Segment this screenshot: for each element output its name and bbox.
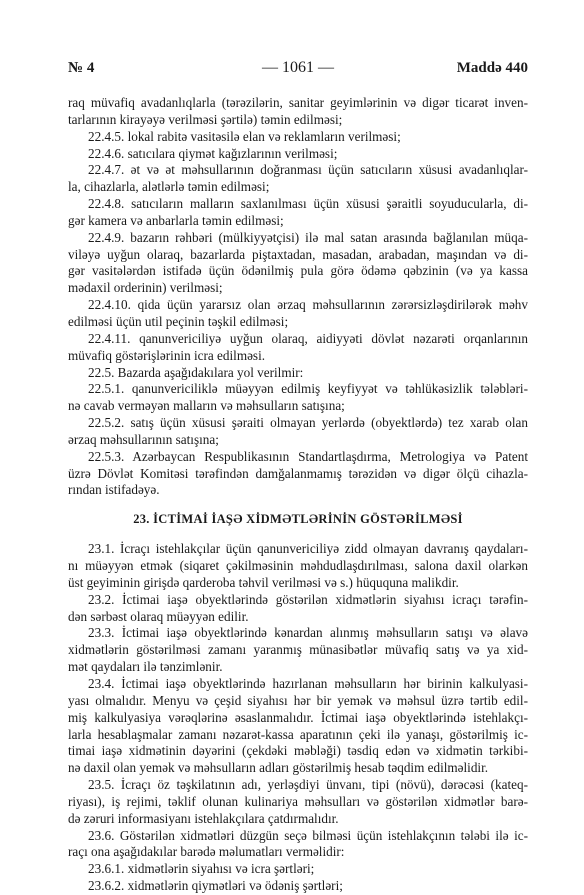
text-line: 22.4.6. satıcılara qiymət kağızlarının verilməsi; [88,145,338,161]
text-line: nı müəyyən etmək (siqaret çəkilməsinin məhdudlaşdırılması, salona daxil olarkən [68,558,528,574]
document-body [68,95,528,895]
page-header [68,58,528,78]
section-heading: 23. İCTİMAİ İAŞƏ XİDMƏTLƏRİNİN GÖSTƏRİLMƏSİ [133,512,463,527]
text-line: viləyə uyğun olaraq, bazarlarda piştaxtadan, masadan, arabadan, maşından və di- [68,246,528,262]
text-line: nə cavab verməyən malların və məhsulların satışına; [68,398,345,414]
text-line: nə daxil olan yemək və məhsulların adları göstərilmiş hesab təqdim edilməlidir. [68,760,489,776]
text-line: larla hesablaşmalar zamanı nəzarət-kassa aparatının çeki ilə yanaşı, göstərilmiş ic- [68,726,528,742]
text-line: 23.6. Göstərilən xidmətləri düzgün seçə bilməsi üçün istehlakçının tələbi ilə ic- [88,827,528,843]
document-page [68,58,528,895]
text-line: 22.4.5. lokal rabitə vasitəsilə elan və reklamların verilməsi; [88,128,401,144]
text-line: 22.5. Bazarda aşağıdakılara yol verilmir: [88,364,304,380]
section-23 [68,541,528,895]
text-line: timai iaşə xidmətinin dəyərini (çekdəki məbləği) təsdiq edən və xidmətin tərkibi- [68,743,528,759]
text-line: 23.5. İcraçı öz təşkilatının adı, yerləşdiyi ünvanı, tipi (növü), dərəcəsi (kateq- [88,777,528,793]
page-number: — 1061 — [262,59,334,76]
text-line: 23.3. İctimai iaşə obyektlərində kənardan alınmış məhsulların satışı və əlavə [88,625,528,641]
text-line: rından istifadəyə. [68,482,160,498]
text-line: xidmətlərin göstərilməsi zamanı yaranmış münasibətlər müvafiq satış və ya xid- [68,642,528,658]
text-line: mət qaydaları ilə tənzimlənir. [68,659,223,675]
text-line: 22.4.10. qida üçün yararsız olan ərzaq məhsullarının zərərsizləşdirilərək məhv [88,297,528,313]
section-22-continued [68,95,528,499]
text-line: raq müvafiq avadanlıqlarla (tərəzilərin, sanitar geyimlərinin və digər ticarət inven- [68,95,528,110]
text-line: müvafiq göstərişlərinin icra edilməsi. [68,347,266,363]
text-line: 23.2. İctimai iaşə obyektlərində göstərilən xidmətlərin siyahısı icraçı tərəfin- [88,591,528,607]
text-line: yası olmalıdır. Menyu və çeşid siyahısı hər bir yemək və məhsul üzrə tərtib edil- [68,692,528,708]
text-line: 22.4.8. satıcıların malların saxlanılması üçün xüsusi şəraitli soyuducularla, di- [88,196,528,212]
text-line: 23.6.2. xidmətlərin qiymətləri və ödəniş şərtləri; [88,878,343,894]
article-number: Maddə 440 [456,60,528,76]
text-line: gər vasitələrdən istifadə üçün ödənilmiş pula görə ödəmə qəbzinin (və ya kassa [68,263,528,279]
text-line: ərzaq məhsullarının satışına; [68,431,219,447]
issue-number: № 4 [68,60,95,76]
text-line: üzrə Dövlət Komitəsi tərəfindən damğalanmamış tərəzidən və digər ölçü cihazla- [68,465,528,481]
text-line: raçı ona aşağıdakılar barədə məlumatları verməlidir: [68,844,345,860]
text-line: 23.6.1. xidmətlərin siyahısı və icra şərtləri; [88,861,315,877]
text-line: riyası), iş rejimi, təklif olunan kulinariya məhsulları və göstərilən xidmətlər barə- [68,793,528,809]
text-line: edilməsi üçün util peçinin təşkil edilməsi; [68,313,289,329]
text-line: tarlarının kirayəyə verilməsi şərtilə) təmin edilməsi; [68,111,343,127]
text-line: üst geyiminin girişdə qarderoba təhvil verilməsi və s.) hüququna malikdir. [68,574,459,590]
text-line: gər kamera və anbarlarla təmin edilməsi; [68,212,284,228]
text-line: dən sərbəst olaraq müəyyən edilir. [68,608,249,624]
text-line: 22.5.3. Azərbaycan Respublikasının Standartlaşdırma, Metrologiya və Patent [88,448,528,464]
text-line: də zəruri informasiyanı istehlakçılara çatdırmalıdır. [68,810,339,826]
text-line: 22.4.9. bazarın rəhbəri (mülkiyyətçisi) ilə mal satan arasında bağlanılan müqa- [88,229,528,245]
text-line: la, cihazlarla, alətlərlə təmin edilməsi; [68,179,270,195]
text-line: mədaxil orderinin) verilməsi; [68,280,223,296]
text-line: 22.4.11. qanunvericiliyə uyğun olaraq, aidiyyəti dövlət nəzarəti orqanlarının [88,330,528,346]
text-line: 23.1. İcraçı istehlakçılar üçün qanunvericiliyə zidd olmayan davranış qaydaları- [88,541,528,557]
text-line: miş kalkulyasiya vərəqlərinə əsaslanmalıdır. İctimai iaşə obyektlərində istehlakçı- [68,709,528,725]
text-line: 23.4. İctimai iaşə obyektlərində hazırlanan məhsulların hər birinin kalkulyasi- [88,676,528,691]
text-line: 22.5.2. satış üçün xüsusi şəraiti olmayan yerlərdə (obyektlərdə) tez xarab olan [88,415,528,431]
text-line: 22.5.1. qanunvericiliklə müəyyən edilmiş keyfiyyət və təhlükəsizlik tələbləri- [88,381,528,397]
text-line: 22.4.7. ət və ət məhsullarının doğranması üçün satıcıların xüsusi avadanlıqlar- [88,162,528,178]
